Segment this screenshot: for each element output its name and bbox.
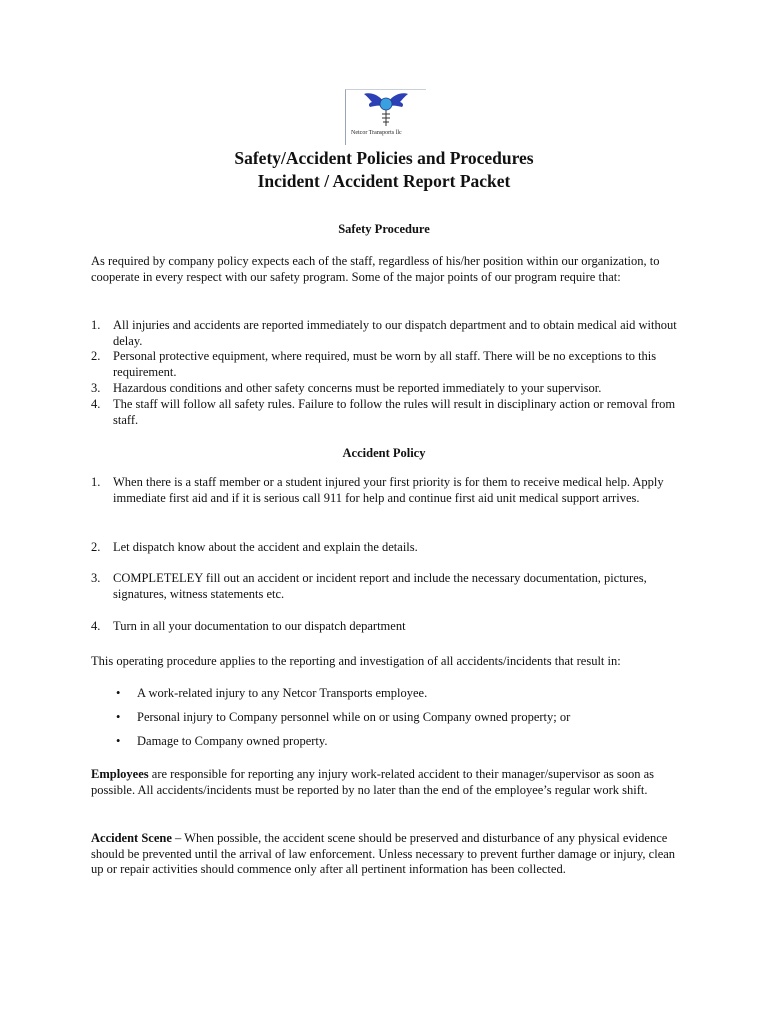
list-number: 4.: [91, 397, 101, 411]
list-text: Personal protective equipment, where required, must be worn by all staff. There will be no exceptions to this requirement.: [113, 349, 657, 379]
list-number: 4.: [91, 619, 101, 633]
employees-text: are responsible for reporting any injury work-related accident to their manager/supervisor as soon as possible. All accidents/incidents must be reported by no later than the end of the employee’s regular work shift.: [91, 767, 655, 797]
logo-text: Netcor Transports llc: [351, 130, 402, 136]
bullet-text: Personal injury to Company personnel while on or using Company owned property; or: [137, 710, 571, 724]
list-text: All injuries and accidents are reported immediately to our dispatch department and to obtain medical aid without delay.: [113, 318, 677, 348]
winged-globe-icon: [364, 90, 408, 130]
bullet-icon: •: [116, 734, 121, 748]
accident-scene-text: – When possible, the accident scene should be preserved and disturbance of any physical evidence should be prevented until the arrival of law enforcement. Unless necessary to prevent further damage or injury, clean up or repair activities should commence only after all pertinent information has been collected.: [91, 831, 676, 876]
document-title-line-2: Incident / Accident Report Packet: [257, 171, 511, 191]
list-text: When there is a staff member or a student injured your first priority is for them to receive medical help. Apply immediate first aid and if it is serious call 911 for help and continue first aid unit medical support arrives.: [113, 475, 664, 505]
accident-scene-label: Accident Scene: [91, 831, 172, 845]
list-number: 1.: [91, 318, 101, 332]
safety-intro-paragraph: As required by company policy expects each of the staff, regardless of his/her position within our organization, to cooperate in every respect with our safety program. Some of the major points of our program require that:: [91, 254, 660, 284]
list-number: 3.: [91, 571, 101, 585]
document-title-line-1: Safety/Accident Policies and Procedures: [234, 148, 534, 168]
list-number: 3.: [91, 381, 101, 395]
list-number: 2.: [91, 349, 101, 363]
list-text: COMPLETELEY fill out an accident or incident report and include the necessary documentation, pictures, signatures, witness statements etc.: [113, 571, 647, 601]
bullet-text: A work-related injury to any Netcor Transports employee.: [137, 686, 428, 700]
employees-label: Employees: [91, 767, 149, 781]
scope-paragraph: This operating procedure applies to the reporting and investigation of all accidents/incidents that result in:: [91, 654, 621, 668]
bullet-text: Damage to Company owned property.: [137, 734, 328, 748]
list-text: Turn in all your documentation to our dispatch department: [113, 619, 406, 633]
list-number: 2.: [91, 540, 101, 554]
bullet-icon: •: [116, 686, 121, 700]
list-text: Hazardous conditions and other safety concerns must be reported immediately to your supervisor.: [113, 381, 602, 395]
bullet-icon: •: [116, 710, 121, 724]
safety-procedure-heading: Safety Procedure: [338, 222, 430, 236]
list-number: 1.: [91, 475, 101, 489]
accident-scene-paragraph: [91, 831, 683, 878]
list-text: Let dispatch know about the accident and explain the details.: [113, 540, 418, 554]
employees-paragraph: [91, 767, 683, 798]
list-text: The staff will follow all safety rules. Failure to follow the rules will result in disciplinary action or removal from staff.: [113, 397, 676, 427]
company-logo: [345, 89, 426, 145]
accident-policy-heading: Accident Policy: [342, 446, 426, 460]
